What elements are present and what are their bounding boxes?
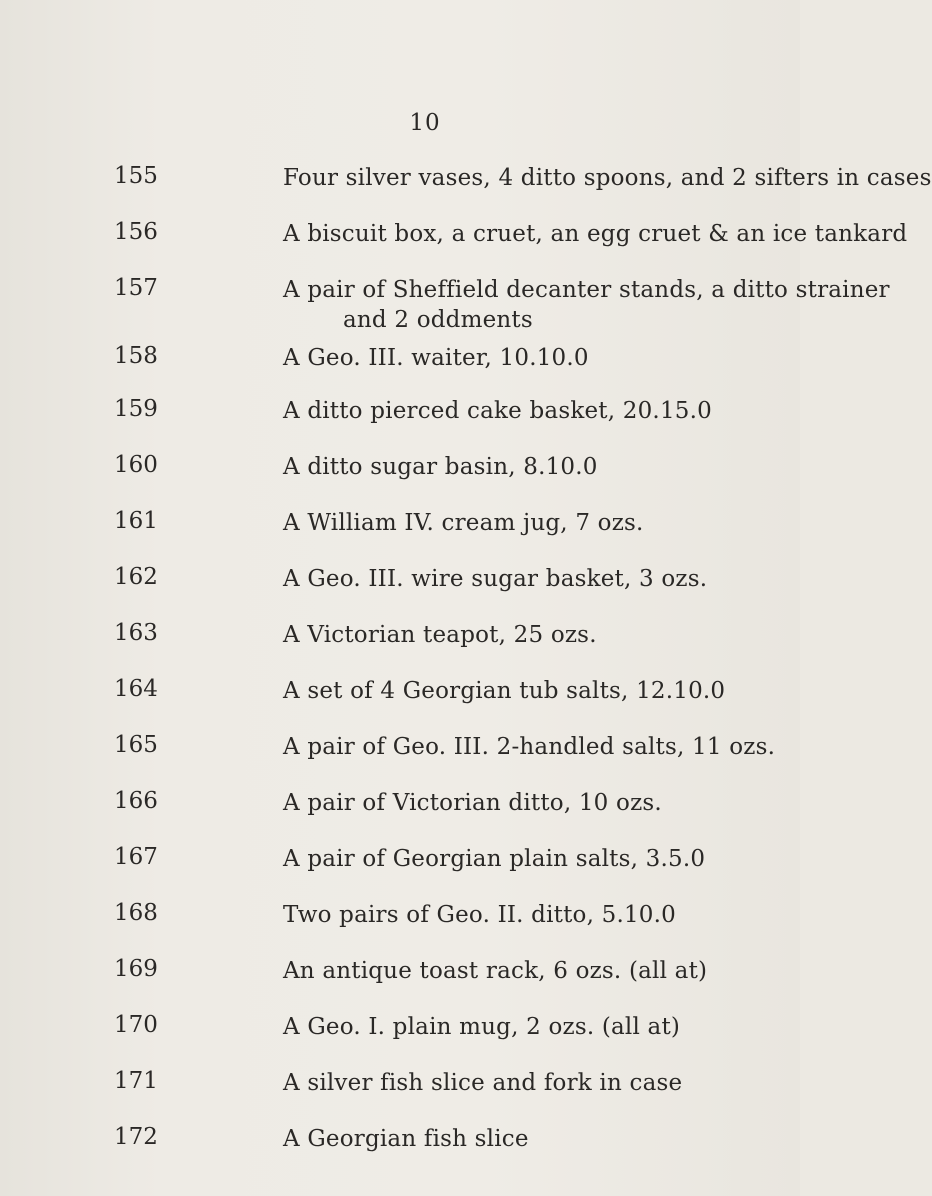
lot-number: 170 — [114, 1012, 158, 1038]
lot-description: A ditto sugar basin, 8.10.0 — [283, 454, 598, 480]
lot-description: A set of 4 Georgian tub salts, 12.10.0 — [283, 678, 726, 704]
lot-number: 157 — [114, 275, 158, 301]
lot-description: A pair of Geo. III. 2-handled salts, 11 ozs. — [283, 734, 776, 760]
lot-number: 155 — [114, 163, 158, 189]
lot-description: Four silver vases, 4 ditto spoons, and 2 sifters in cases — [283, 165, 932, 191]
lot-description: A Victorian teapot, 25 ozs. — [283, 622, 597, 648]
lot-description: A pair of Georgian plain salts, 3.5.0 — [283, 846, 706, 872]
lot-description: A Geo. III. waiter, 10.10.0 — [283, 345, 589, 371]
lot-number: 156 — [114, 219, 158, 245]
lot-entry — [0, 844, 800, 900]
lot-entry — [0, 163, 932, 219]
lot-entry — [0, 900, 800, 956]
lot-description: A William IV. cream jug, 7 ozs. — [283, 510, 644, 536]
lot-entry — [0, 956, 800, 1012]
lot-description: A Geo. III. wire sugar basket, 3 ozs. — [283, 566, 708, 592]
lot-entry — [0, 275, 890, 343]
lot-description: A pair of Victorian ditto, 10 ozs. — [283, 790, 662, 816]
lot-number: 162 — [114, 564, 158, 590]
lot-number: 161 — [114, 508, 158, 534]
lot-entry — [0, 1012, 800, 1068]
lot-number: 171 — [114, 1068, 158, 1094]
lot-number: 172 — [114, 1124, 158, 1150]
lot-entry — [0, 1068, 800, 1124]
lot-entry — [0, 396, 800, 452]
lot-entry — [0, 508, 800, 564]
lot-description: A silver fish slice and fork in case — [283, 1070, 683, 1096]
lot-description: A biscuit box, a cruet, an egg cruet & an ice tankard — [283, 221, 908, 247]
lot-entry — [0, 219, 908, 275]
page-number: 10 — [409, 110, 441, 136]
lot-description: An antique toast rack, 6 ozs. (all at) — [283, 958, 708, 984]
lot-number: 168 — [114, 900, 158, 926]
lot-number: 167 — [114, 844, 158, 870]
lot-number: 159 — [114, 396, 158, 422]
lot-number: 164 — [114, 676, 158, 702]
lot-number: 165 — [114, 732, 158, 758]
lot-number: 169 — [114, 956, 158, 982]
lot-description-line1: A pair of Sheffield decanter stands, a ditto strainer — [283, 277, 890, 303]
lot-description: A Georgian fish slice — [283, 1126, 529, 1152]
lot-entry — [0, 620, 800, 676]
lot-description — [283, 275, 890, 335]
lot-entry — [0, 1124, 800, 1180]
lot-description: A Geo. I. plain mug, 2 ozs. (all at) — [283, 1014, 681, 1040]
lot-number: 166 — [114, 788, 158, 814]
lot-description: A ditto pierced cake basket, 20.15.0 — [283, 398, 712, 424]
lot-entry — [0, 452, 800, 508]
lot-list — [0, 163, 932, 1180]
lot-number: 163 — [114, 620, 158, 646]
lot-description-line2: and 2 oddments — [343, 307, 533, 333]
lot-entry — [0, 564, 800, 620]
lot-entry — [0, 676, 800, 732]
lot-entry — [0, 343, 800, 396]
lot-entry — [0, 732, 800, 788]
lot-description: Two pairs of Geo. II. ditto, 5.10.0 — [283, 902, 676, 928]
lot-number: 158 — [114, 343, 158, 369]
lot-entry — [0, 788, 800, 844]
lot-number: 160 — [114, 452, 158, 478]
